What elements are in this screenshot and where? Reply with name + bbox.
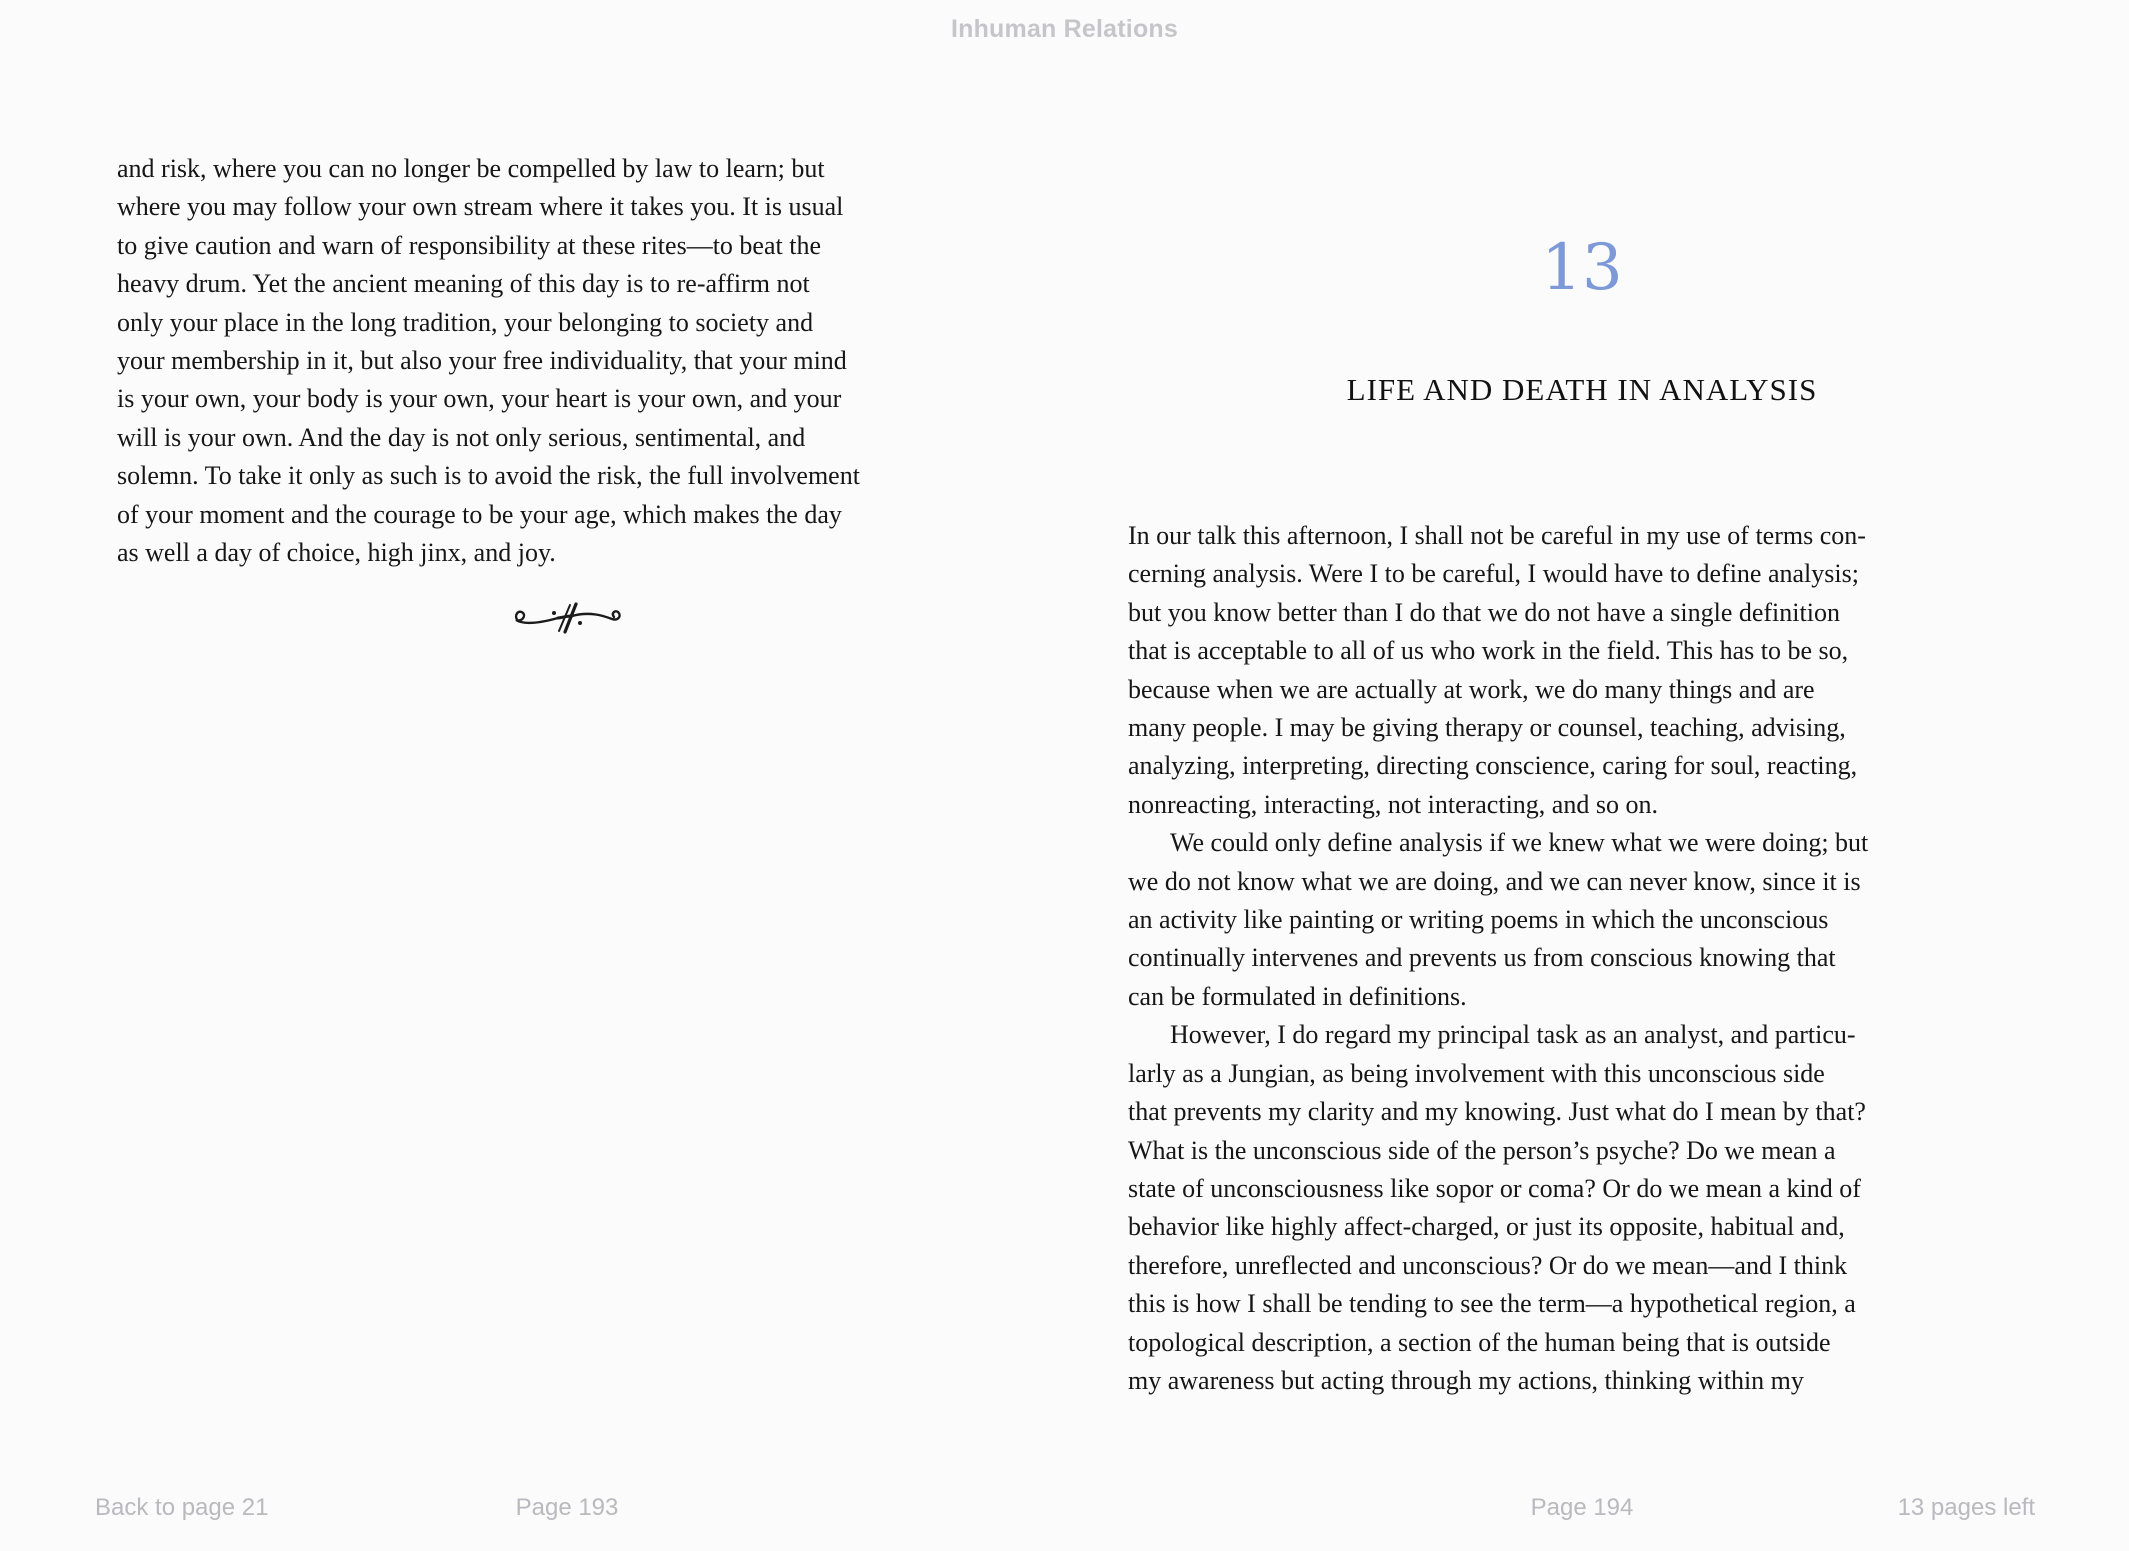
text-line: that is acceptable to all of us who work in the field. This has to be so, bbox=[1128, 636, 1849, 666]
text-line: my awareness but acting through my actions, thinking within my bbox=[1128, 1365, 1804, 1395]
chapter-number: 13 bbox=[1541, 231, 1623, 305]
text-line: nonreacting, interacting, not interacting, and so on. bbox=[1128, 789, 1658, 819]
text-line: can be formulated in definitions. bbox=[1128, 981, 1467, 1011]
chapter-title: LIFE AND DEATH IN ANALYSIS bbox=[1346, 372, 1818, 407]
text-line: we do not know what we are doing, and we can never know, since it is bbox=[1128, 866, 1861, 896]
text-line: as well a day of choice, high jinx, and joy. bbox=[117, 538, 556, 568]
right-page bbox=[1128, 0, 2036, 1551]
pages-left-label: 13 pages left bbox=[1897, 1494, 2035, 1521]
text-line: cerning analysis. Were I to be careful, I would have to define analysis; bbox=[1128, 559, 1859, 589]
text-line: where you may follow your own stream where it takes you. It is usual bbox=[117, 192, 844, 222]
text-line: will is your own. And the day is not only serious, sentimental, and bbox=[117, 422, 806, 452]
text-line: However, I do regard my principal task as an analyst, and particu- bbox=[1170, 1020, 1856, 1050]
right-page-text bbox=[1128, 517, 2036, 1400]
text-line: continually intervenes and prevents us from conscious knowing that bbox=[1128, 943, 1836, 973]
left-page-text bbox=[117, 150, 1017, 572]
back-to-page-link[interactable]: Back to page 21 bbox=[95, 1494, 269, 1521]
text-line: only your place in the long tradition, your belonging to society and bbox=[117, 307, 814, 337]
text-line: to give caution and warn of responsibility at these rites—to beat the bbox=[117, 230, 821, 260]
text-line: larly as a Jungian, as being involvement with this unconscious side bbox=[1128, 1058, 1825, 1088]
text-line: In our talk this afternoon, I shall not be careful in my use of terms con- bbox=[1128, 521, 1866, 550]
text-line: because when we are actually at work, we do many things and are bbox=[1128, 674, 1815, 704]
text-line: heavy drum. Yet the ancient meaning of this day is to re-affirm not bbox=[117, 269, 810, 299]
text-line: this is how I shall be tending to see the term—a hypothetical region, a bbox=[1128, 1289, 1856, 1319]
text-line: of your moment and the courage to be your age, which makes the day bbox=[117, 499, 842, 529]
right-page-number: Page 194 bbox=[1530, 1494, 1634, 1521]
text-line: an activity like painting or writing poems in which the unconscious bbox=[1128, 905, 1829, 935]
text-line: therefore, unreflected and unconscious? Or do we mean—and I think bbox=[1128, 1250, 1848, 1280]
text-line: What is the unconscious side of the person’s psyche? Do we mean a bbox=[1128, 1135, 1836, 1165]
text-line: solemn. To take it only as such is to avoid the risk, the full involvement bbox=[117, 461, 860, 491]
left-page bbox=[117, 150, 1017, 639]
text-line: that prevents my clarity and my knowing. Just what do I mean by that? bbox=[1128, 1097, 1866, 1127]
text-line: behavior like highly affect-charged, or just its opposite, habitual and, bbox=[1128, 1212, 1845, 1242]
text-line: We could only define analysis if we knew what we were doing; but bbox=[1170, 828, 1869, 858]
text-line: and risk, where you can no longer be compelled by law to learn; but bbox=[117, 154, 825, 183]
text-line: is your own, your body is your own, your heart is your own, and your bbox=[117, 384, 842, 414]
left-page-number: Page 193 bbox=[515, 1494, 619, 1521]
text-line: your membership in it, but also your free individuality, that your mind bbox=[117, 346, 847, 376]
text-line: but you know better than I do that we do not have a single definition bbox=[1128, 597, 1840, 627]
text-line: analyzing, interpreting, directing conscience, caring for soul, reacting, bbox=[1128, 751, 1858, 781]
text-line: state of unconsciousness like sopor or coma? Or do we mean a kind of bbox=[1128, 1173, 1861, 1203]
text-line: many people. I may be giving therapy or counsel, teaching, advising, bbox=[1128, 713, 1846, 743]
text-line: topological description, a section of the human being that is outside bbox=[1128, 1327, 1831, 1357]
book-title: Inhuman Relations bbox=[950, 15, 1179, 43]
section-divider-flourish-icon bbox=[117, 602, 1017, 639]
